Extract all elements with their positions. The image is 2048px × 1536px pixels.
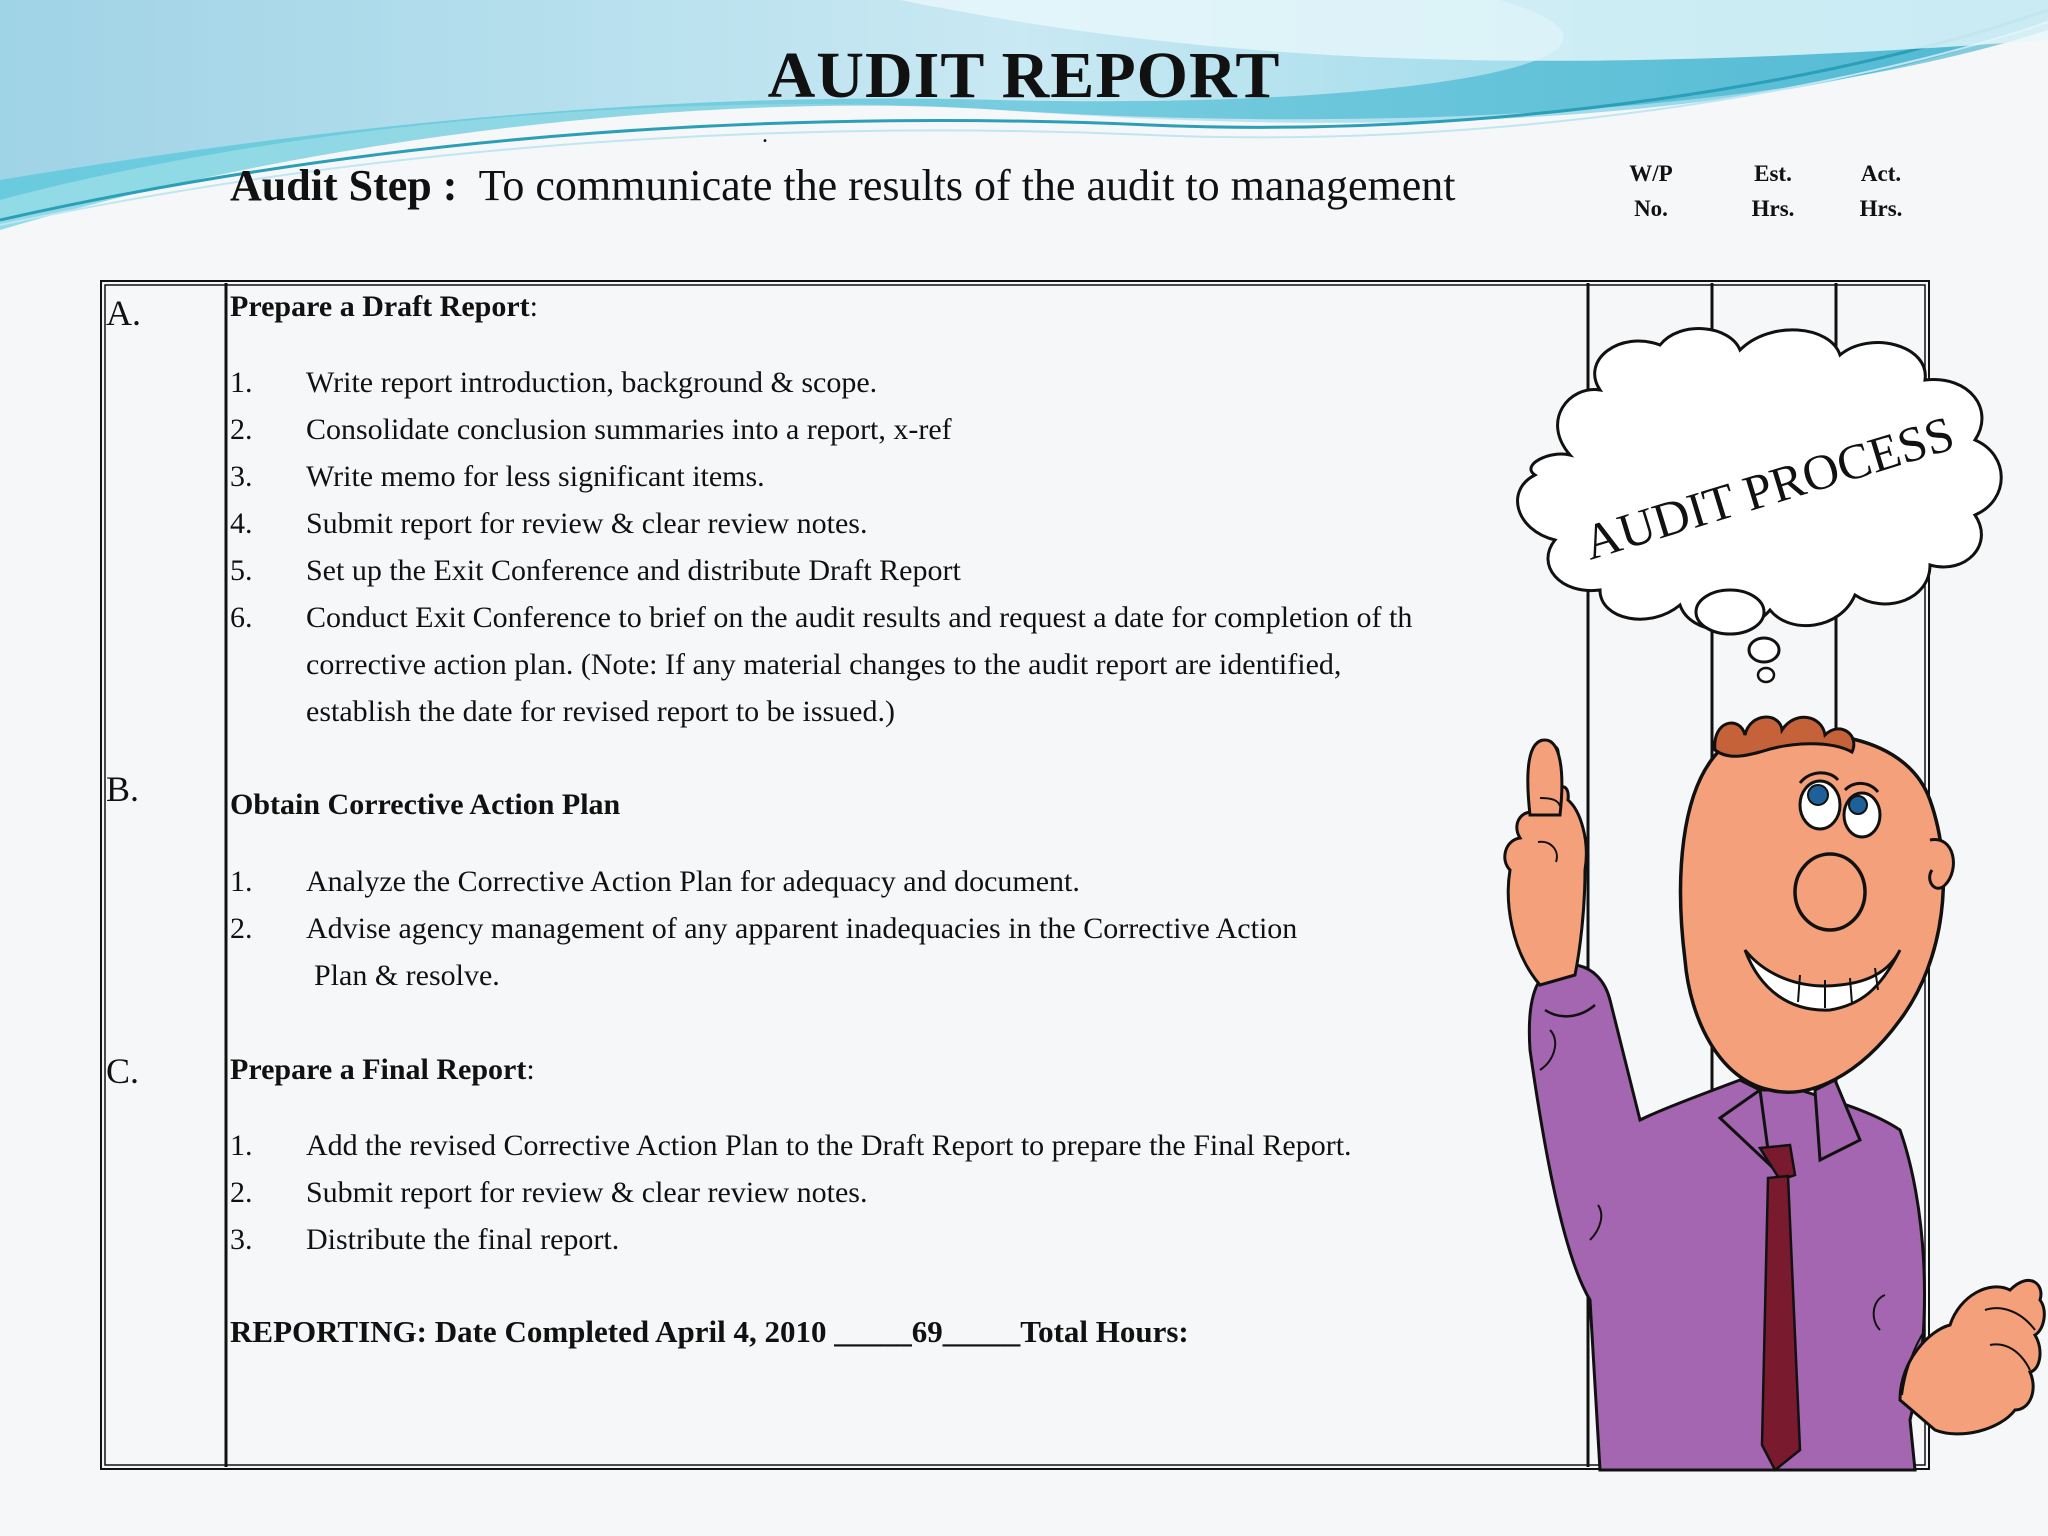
list-item: 1. Analyze the Corrective Action Plan for adequacy and document. <box>230 865 1080 898</box>
list-item: 3. Distribute the final report. <box>230 1223 620 1256</box>
col-header-act-hrs: Act. Hrs. <box>1859 161 1903 221</box>
section-c-title: Prepare a Final Report: <box>230 1053 535 1086</box>
reporting-footer: REPORTING: Date Completed April 4, 2010 _____69_____Total Hours: <box>230 1314 1189 1349</box>
page-title: AUDIT REPORT <box>767 39 1281 112</box>
list-item: 3. Write memo for less significant items. <box>230 460 765 493</box>
list-item: 2. Submit report for review & clear review notes. <box>230 1176 868 1209</box>
list-item-continuation: corrective action plan. (Note: If any material changes to the audit report are identified, <box>306 648 1342 681</box>
section-a-title: Prepare a Draft Report: <box>230 290 538 323</box>
decorative-dot: . <box>762 122 768 148</box>
section-b-title: Obtain Corrective Action Plan <box>230 788 621 821</box>
list-item-continuation: Plan & resolve. <box>314 959 500 992</box>
list-item: 2. Consolidate conclusion summaries into a report, x-ref <box>230 413 952 446</box>
list-item: 2. Advise agency management of any apparent inadequacies in the Corrective Action <box>230 912 1298 945</box>
section-a-letter: A. <box>106 293 141 333</box>
list-item: 6. Conduct Exit Conference to brief on the audit results and request a date for completion of th <box>230 601 1413 634</box>
col-header-est-hrs: Est. Hrs. <box>1751 161 1795 221</box>
list-item: 5. Set up the Exit Conference and distribute Draft Report <box>230 554 961 587</box>
col-header-wp-no: W/P No. <box>1629 161 1673 221</box>
thought-bubble-icon <box>1518 329 2002 682</box>
audit-step-label: Audit Step : <box>230 161 458 210</box>
audit-step-text: To communicate the results of the audit to management <box>478 161 1456 210</box>
list-item: 4. Submit report for review & clear review notes. <box>230 507 868 540</box>
list-item: 1. Add the revised Corrective Action Plan to the Draft Report to prepare the Final Report. <box>230 1129 1352 1162</box>
thought-bubble-text: AUDIT PROCESS <box>1576 404 1961 571</box>
section-c-letter: C. <box>106 1051 140 1091</box>
section-b-letter: B. <box>106 769 140 809</box>
list-item: 1. Write report introduction, background & scope. <box>230 366 878 399</box>
list-item-continuation: establish the date for revised report to be issued.) <box>306 695 895 728</box>
